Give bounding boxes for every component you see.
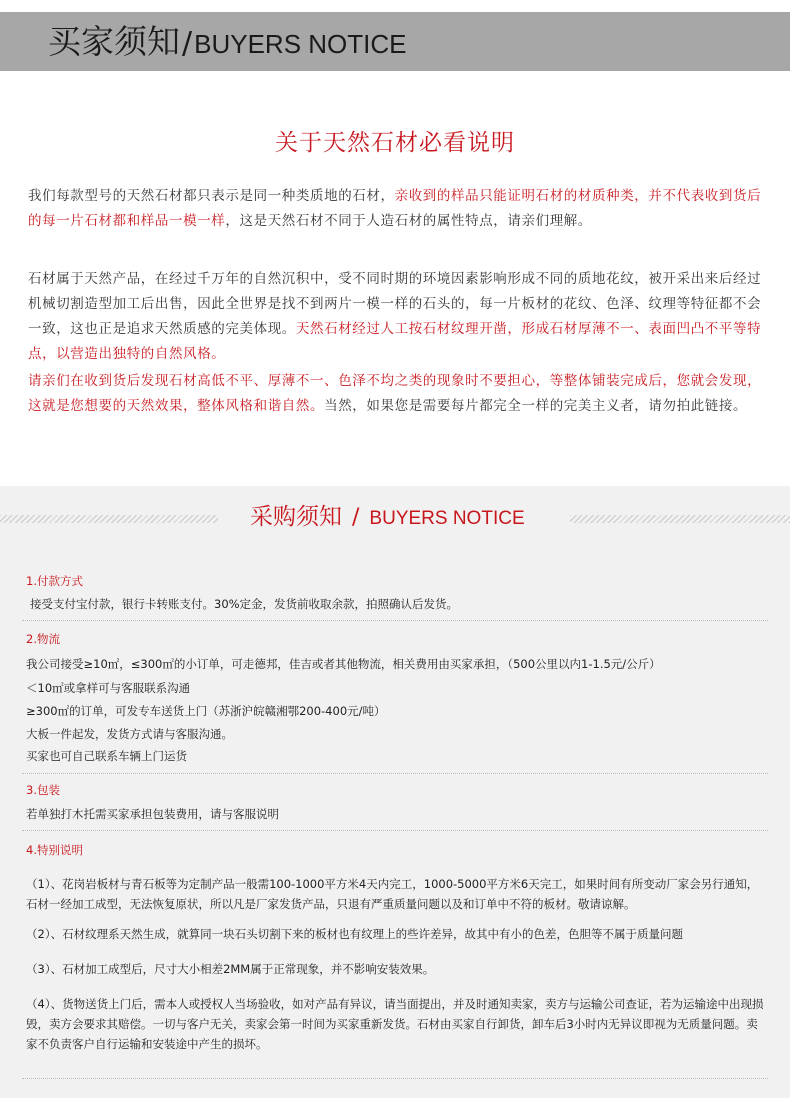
special-note-1: （1）、花岗岩板材与青石板等为定制产品一般需100-1000平方米4天内完工，1000-5000平方米6天完工，如果时间有所变动厂家会另行通知，石材一经加工成型，无法恢复原状，所以凡是厂家发货产品，只退有严重质量问题以及和订单中不符的板材。敬请谅解。: [26, 877, 759, 911]
p1-text-c: ，这是天然石材不同于人造石材的属性特点，请亲们理解。: [225, 213, 593, 229]
purchase-title: [250, 502, 525, 534]
logistics-line-5: 买家也可自己联系车辆上门运货: [26, 749, 187, 763]
logistics-line-4: 大板一件起发，发货方式请与客服沟通。: [26, 727, 233, 741]
divider: [22, 1078, 768, 1079]
payment-text: 接受支付宝付款，银行卡转账支付。30%定金，发货前收取余款，拍照确认后发货。: [30, 597, 459, 611]
divider: [22, 830, 768, 831]
logistics-line-1: 我公司接受≥10㎡，≤300㎡的小订单，可走德邦，佳吉或者其他物流，相关费用由买家承担，（500公里以内1-1.5元/公斤）: [26, 657, 661, 671]
natural-stone-paragraph-3: [28, 369, 764, 419]
purchase-section: [0, 486, 790, 1098]
payment-label: 1.付款方式: [26, 574, 83, 588]
p3-text-b: 当然，如果您是需要每片都完全一样的完美主义者，请勿拍此链接。: [324, 398, 748, 414]
special-note-3: （3）、石材加工成型后，尺寸大小相差2MM属于正常现象，并不影响安装效果。: [26, 962, 435, 976]
natural-stone-paragraph-2: [28, 267, 764, 367]
natural-stone-paragraph-1: [28, 184, 764, 234]
purchase-title-en: BUYERS NOTICE: [369, 508, 525, 529]
special-note-2: （2）、石材纹理系天然生成，就算同一块石头切割下来的板材也有纹理上的些许差异，故其中有小的色差，色胆等不属于质量问题: [26, 927, 684, 941]
purchase-title-cn: 采购须知: [250, 504, 342, 530]
logistics-label: 2.物流: [26, 632, 60, 646]
natural-stone-section: [0, 71, 790, 486]
p2-text-a: 石材属于天然产品，在经过千万年的自然沉积中，受不同时期的环境因素影响形成不同的质地花纹，被开采出来后经过机械切割造型加工后出售，因此全世界是找不到两片一模一样的石头的，每一片板材的花纹、色泽、纹理等特征都不会一致，这也正是追求天然质感的完美体现。: [28, 271, 762, 337]
p1-text-b: 亲收到的样品只能证明石材的材质种类，并不代表收到货后的每一片石材都和样品一模一样: [28, 188, 762, 229]
purchase-title-slash: /: [352, 505, 360, 530]
logistics-line-3: ≥300㎡的订单，可发专车送货上门（苏浙沪皖赣湘鄂200-400元/吨）: [26, 704, 386, 718]
natural-stone-title: 关于天然石材必看说明: [275, 130, 515, 156]
packaging-label: 3.包装: [26, 783, 60, 797]
p2-text-b: 天然石材经过人工按石材纹理开凿，形成石材厚薄不一、表面凹凸不平等特点，以营造出独特的自然风格。: [28, 321, 762, 362]
packaging-text: 若单独打木托需买家承担包装费用，请与客服说明: [26, 807, 279, 821]
page-title-slash: /: [182, 26, 193, 61]
title-decoration-left: [0, 515, 218, 523]
divider: [22, 620, 768, 621]
header-bar: [0, 12, 790, 71]
divider: [22, 773, 768, 774]
page-title-cn: 买家须知: [48, 22, 180, 61]
title-decoration-right: [570, 515, 790, 523]
page-title: [48, 22, 406, 62]
logistics-line-2: ＜10㎡或拿样可与客服联系沟通: [26, 681, 191, 695]
page-title-en: BUYERS NOTICE: [194, 29, 407, 59]
p1-text-a: 我们每款型号的天然石材都只表示是同一种类质地的石材，: [28, 188, 395, 204]
special-notes-label: 4.特别说明: [26, 843, 83, 857]
special-note-4: （4）、货物送货上门后，需本人或授权人当场验收，如对产品有异议，请当面提出，并及时通知卖家，卖方与运输公司查证，若为运输途中出现损毁，卖方会要求其赔偿。一切与客户无关，卖家会第一时间为买家重新发货。石材由买家自行卸货，卸车后3小时内无异议即视为无质量问题。卖家不负责客户自行运输和安装途中产生的损坏。: [26, 997, 764, 1051]
p3-text-a: 请亲们在收到货后发现石材高低不平、厚薄不一、色泽不均之类的现象时不要担心，等整体铺装完成后，您就会发现，这就是您想要的天然效果，整体风格和谐自然。: [28, 373, 762, 414]
